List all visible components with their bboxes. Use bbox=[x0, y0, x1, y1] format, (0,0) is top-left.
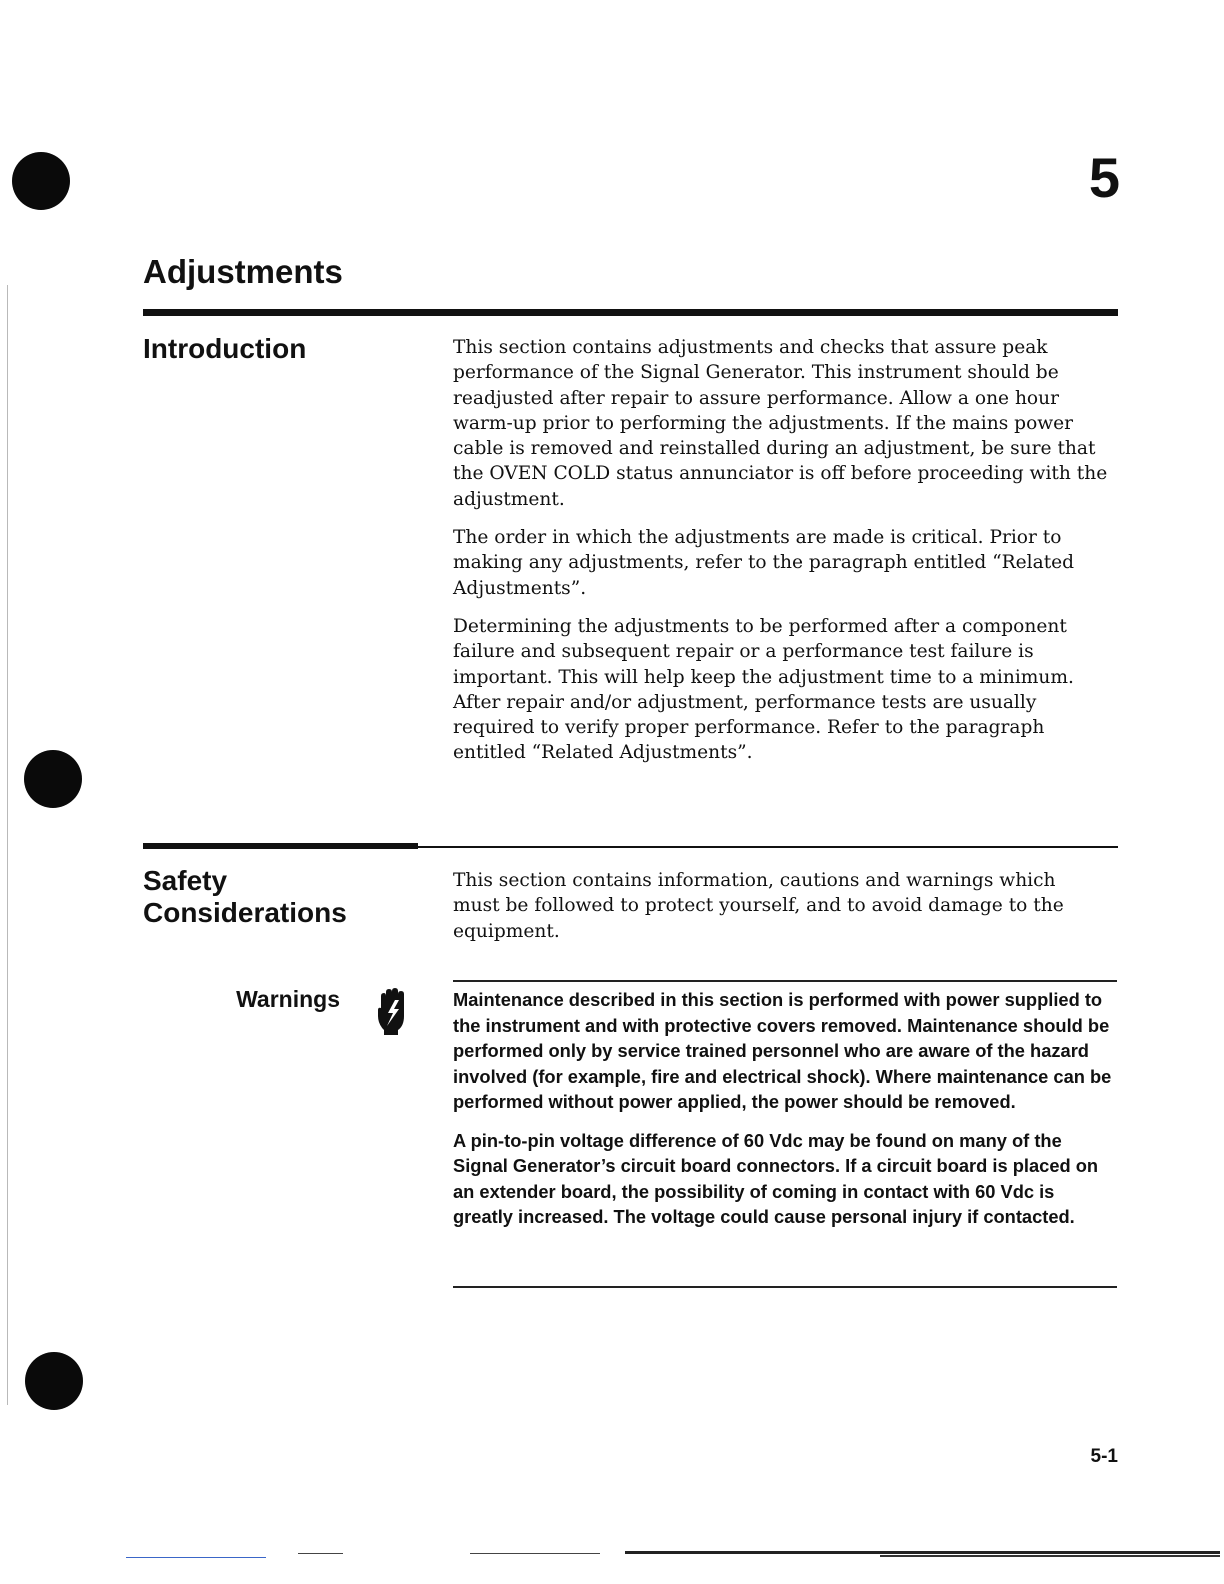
safety-paragraph: This section contains information, cautions and warnings which must be followed to protect yourself, and to avoid damage to the equipment. bbox=[453, 870, 1064, 942]
warning-top-rule bbox=[453, 980, 1117, 982]
binder-hole-bottom bbox=[25, 1352, 83, 1410]
binder-edge-line bbox=[7, 285, 8, 1405]
scan-artifact bbox=[470, 1553, 600, 1554]
chapter-rule bbox=[143, 309, 1118, 316]
introduction-paragraph: Determining the adjustments to be performed after a component failure and subsequent repair or a performance test failure is important. This will help keep the adjustment time to a minimum. After repair and/or adjustment, performance tests are usually required to verify proper performance. Refer to the paragraph entitled “Related Adjustments”. bbox=[453, 615, 1074, 764]
scan-artifact bbox=[625, 1551, 1220, 1554]
introduction-paragraph: This section contains adjustments and checks that assure peak performance of the Signal Generator. This instrument should be readjusted after repair to assure performance. Allow a one hour warm-up prior to performing the adjustments. If the mains power cable is removed and reinstalled during an adjustment, be sure that the OVEN COLD status annunciator is off before proceeding with the adjustment. bbox=[453, 337, 1108, 510]
safety-heading bbox=[143, 865, 347, 929]
binder-hole-top bbox=[12, 152, 70, 210]
safety-body bbox=[453, 868, 1108, 957]
warning-paragraph: A pin-to-pin voltage difference of 60 Vdc may be found on many of the Signal Generator’s circuit board connectors. If a circuit board is placed on an extender board, the possibility of coming in contact with 60 Vdc is greatly increased. The voltage could cause personal injury if contacted. bbox=[453, 1129, 1099, 1227]
page-number: 5-1 bbox=[1090, 1446, 1118, 1467]
safety-heading-line1: Safety bbox=[143, 865, 228, 896]
section-divider-thin bbox=[418, 846, 1118, 848]
warnings-body bbox=[453, 987, 1118, 1243]
scan-artifact bbox=[298, 1553, 343, 1554]
introduction-body bbox=[453, 335, 1108, 779]
chapter-title: Adjustments bbox=[143, 253, 343, 290]
chapter-number: 5 bbox=[1088, 146, 1120, 209]
safety-heading-line2: Considerations bbox=[143, 897, 347, 928]
scan-artifact bbox=[880, 1555, 1220, 1557]
scan-artifact bbox=[126, 1557, 266, 1558]
warnings-heading: Warnings bbox=[236, 986, 340, 1012]
section-divider-thick bbox=[143, 843, 418, 849]
introduction-paragraph: The order in which the adjustments are made is critical. Prior to making any adjustments, refer to the paragraph entitled “Related Adjustments”. bbox=[453, 527, 1075, 599]
shock-hazard-hand-icon bbox=[375, 986, 409, 1036]
binder-hole-middle bbox=[24, 750, 82, 808]
warning-bottom-rule bbox=[453, 1286, 1117, 1288]
warning-paragraph: Maintenance described in this section is performed with power supplied to the instrument and with protective covers removed. Maintenance should be performed only by service trained personnel who are aware of the hazard involved (for example, fire and electrical shock). Where maintenance can be performed without power applied, the power should be removed. bbox=[453, 989, 1112, 1112]
introduction-heading: Introduction bbox=[143, 333, 307, 364]
